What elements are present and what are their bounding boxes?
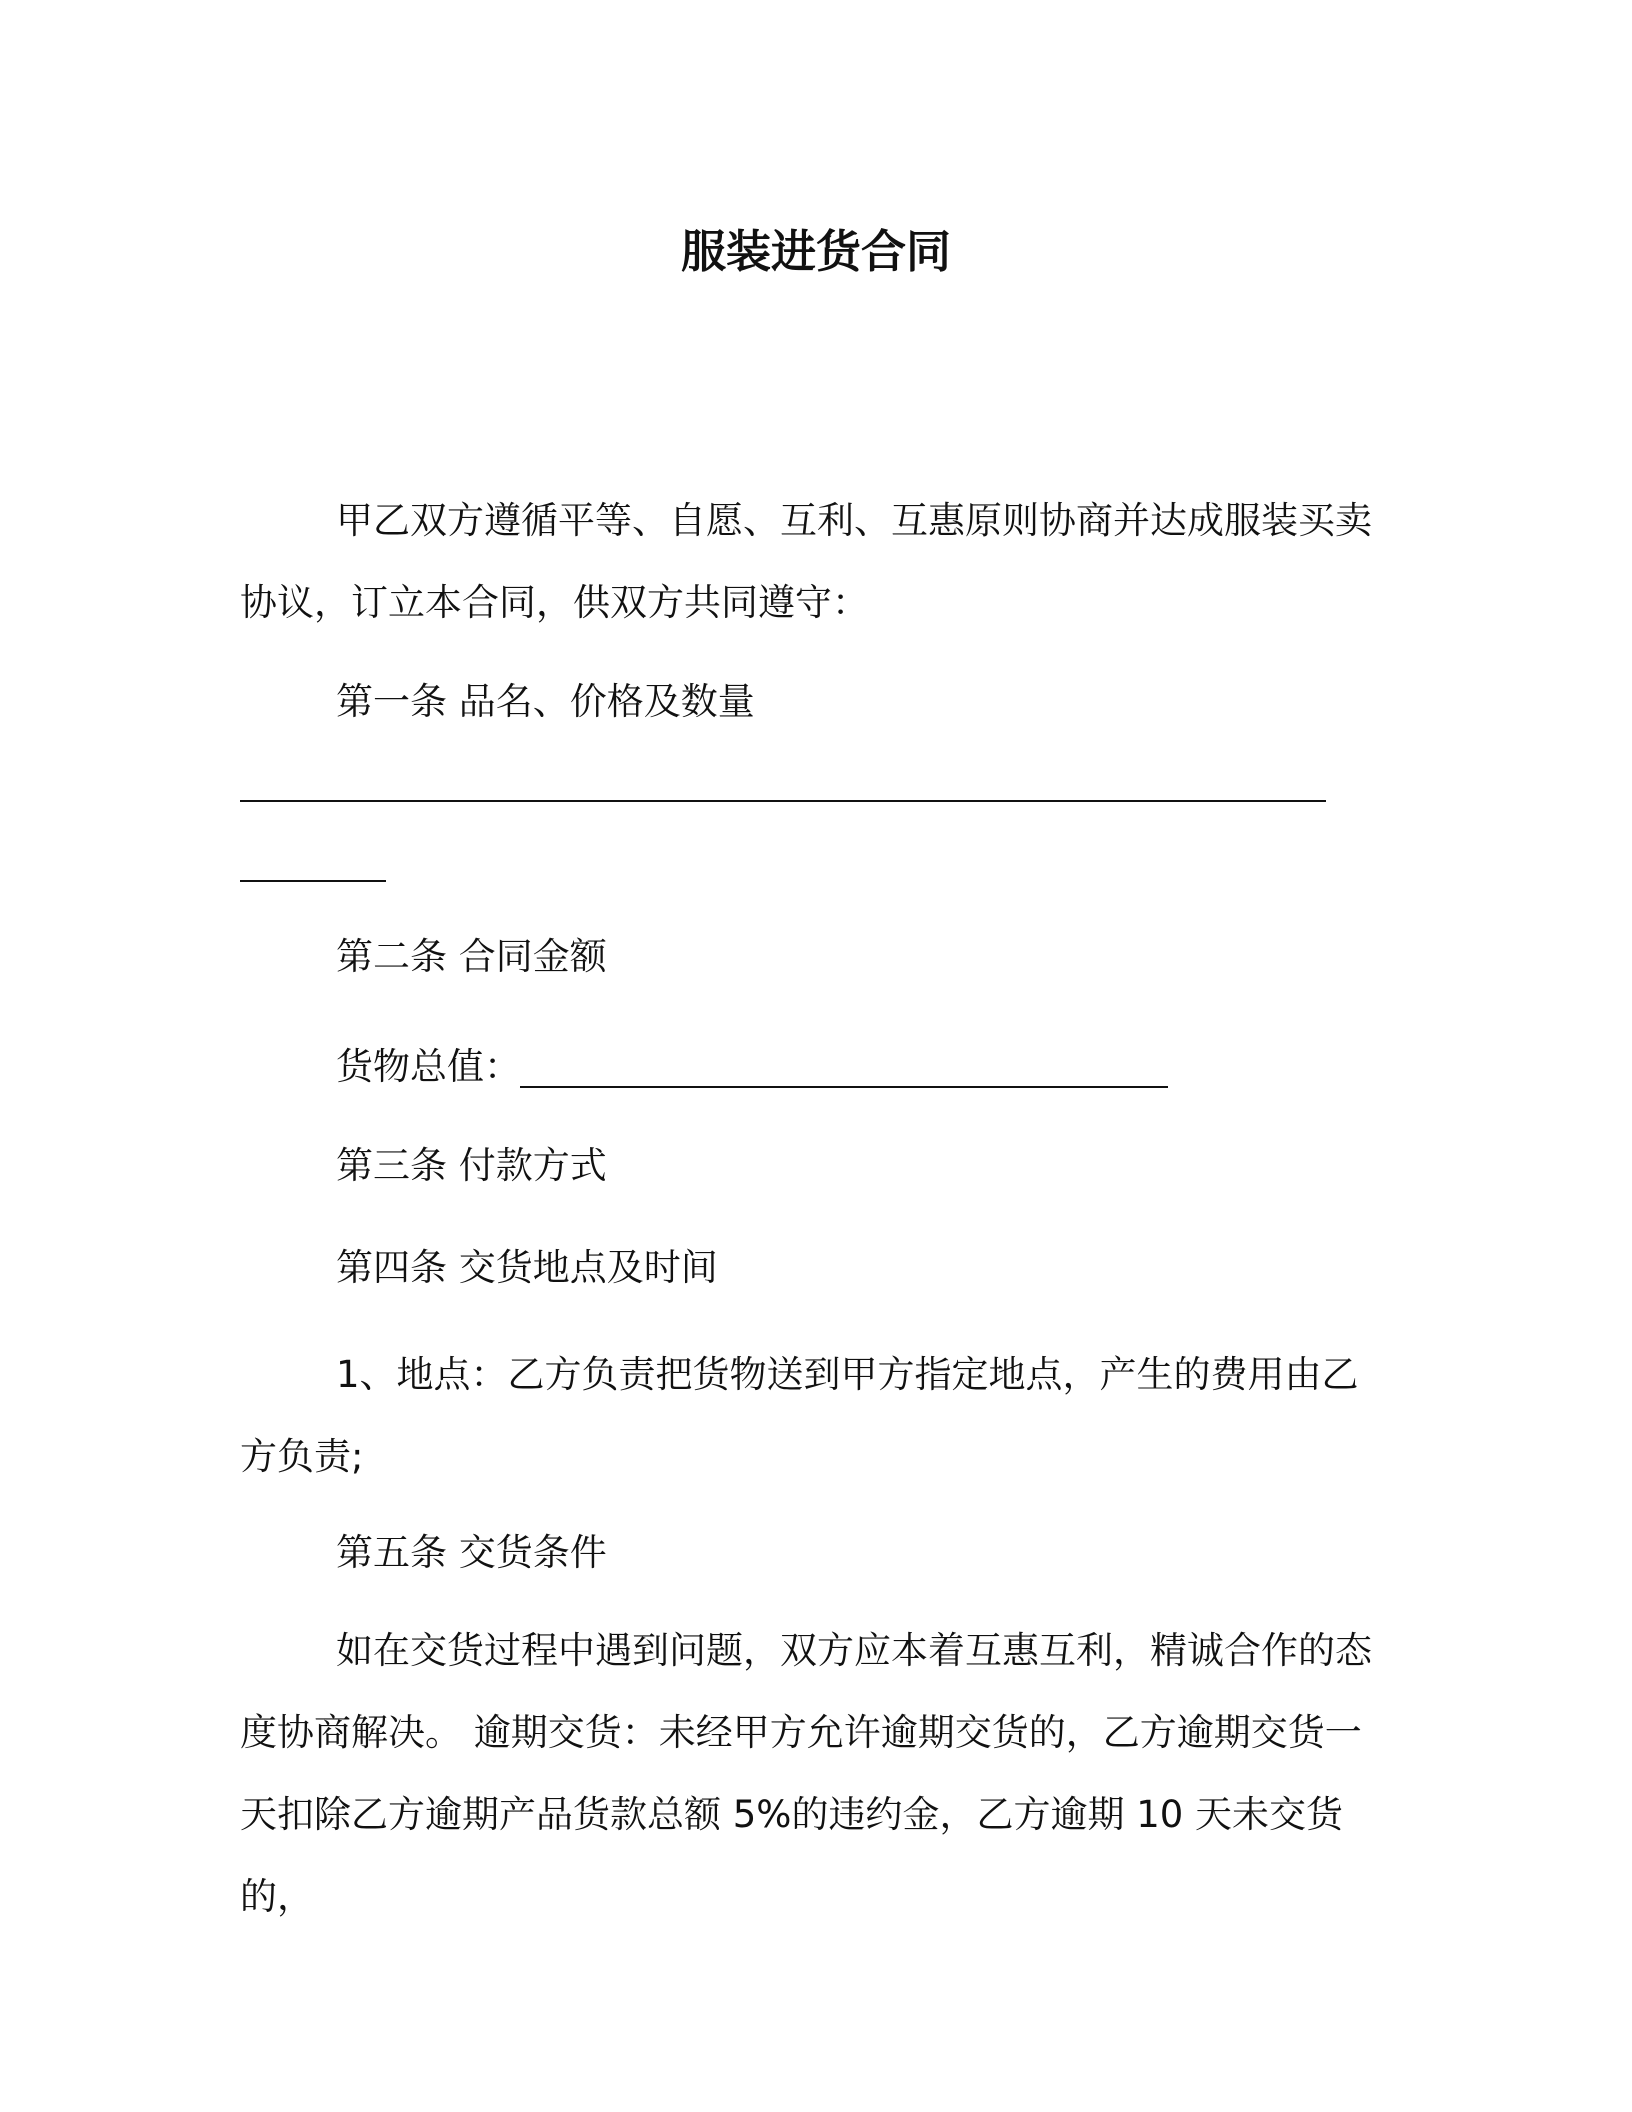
- article-2-heading: 第二条 合同金额: [336, 935, 607, 978]
- total-value-label: 货物总值：: [336, 1045, 521, 1088]
- article-5-heading: 第五条 交货条件: [336, 1531, 607, 1574]
- article-3-heading: 第三条 付款方式: [336, 1144, 607, 1187]
- blank-fill-line-2: [240, 880, 386, 882]
- blank-fill-line-1: [240, 800, 1326, 802]
- article-4-item-1: 1、地点：乙方负责把货物送到甲方指定地点，产生的费用由乙方负责;: [240, 1353, 1359, 1478]
- article-4-heading: 第四条 交货地点及时间: [336, 1246, 718, 1289]
- total-value-blank-line: [520, 1086, 1168, 1088]
- document-title: 服装进货合同: [680, 225, 951, 278]
- intro-paragraph: 甲乙双方遵循平等、自愿、互利、互惠原则协商并达成服装买卖协议，订立本合同，供双方共同遵守：: [240, 499, 1372, 624]
- article-1-heading: 第一条 品名、价格及数量: [336, 680, 755, 723]
- article-5-body: 如在交货过程中遇到问题，双方应本着互惠互利，精诚合作的态度协商解决。 逾期交货：未经甲方允许逾期交货的，乙方逾期交货一天扣除乙方逾期产品货款总额 5%的违约金，乙方逾期 10 天未交货的，: [240, 1629, 1372, 1918]
